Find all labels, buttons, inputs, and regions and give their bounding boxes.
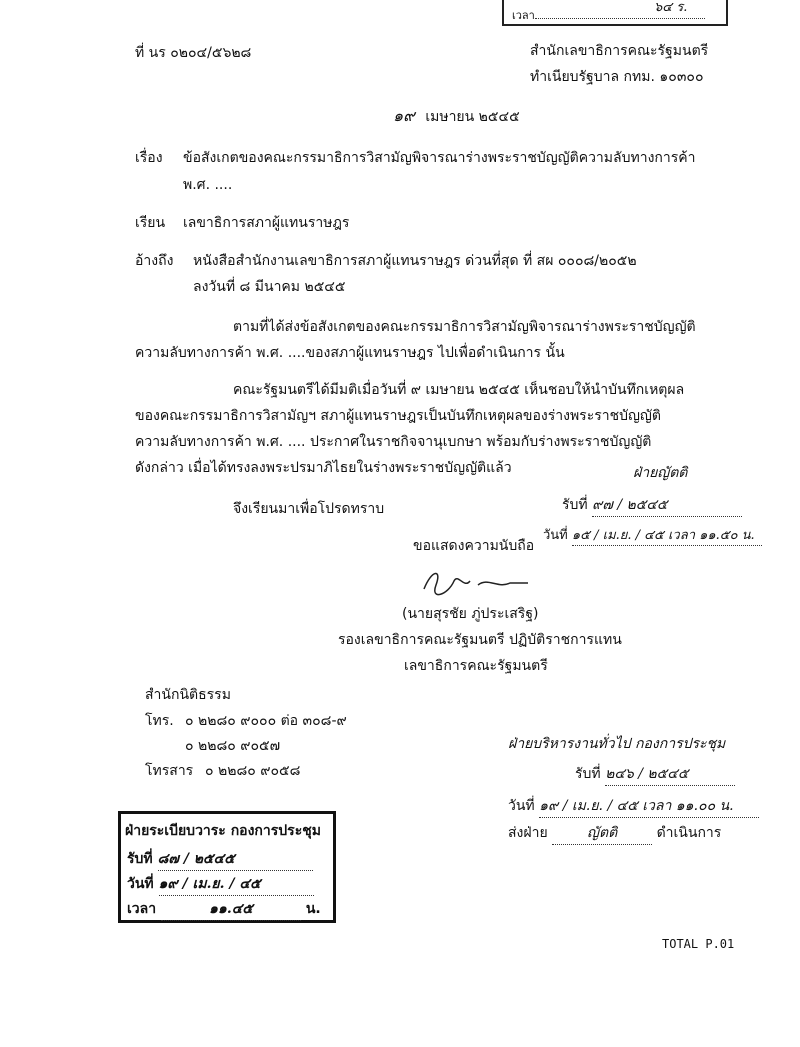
regards: ขอแสดงความนับถือ <box>413 538 535 554</box>
meeting-stamp-received: รับที่ ๒๔๖ / ๒๕๔๕ <box>575 763 735 786</box>
reg-stamp-title: ฝ่ายระเบียบวาระ กองการประชุม <box>125 823 321 839</box>
agenda-registration-stamp <box>118 811 336 923</box>
contact-dept: สำนักนิติธรรม <box>145 687 231 703</box>
reference-line-1: หนังสือสำนักงานเลขาธิการสภาผู้แทนราษฎร ด่วนที่สุด ที่ สผ ๐๐๐๘/๒๐๕๒ <box>193 253 637 269</box>
top-received-stamp <box>502 0 728 26</box>
letter-date <box>393 104 520 129</box>
signer-title-2: เลขาธิการคณะรัฐมนตรี <box>404 658 548 674</box>
legal-stamp-title: ฝ่ายญัตติ <box>633 465 688 481</box>
to-text: เลขาธิการสภาผู้แทนราษฎร <box>183 215 350 231</box>
sender-address: ทำเนียบรัฐบาล กทม. ๑๐๓๐๐ <box>530 69 704 85</box>
reference-label: อ้างถึง <box>135 253 174 269</box>
reference-line-2: ลงวันที่ ๘ มีนาคม ๒๕๔๕ <box>193 279 346 295</box>
letter-date-day: ๑๙ <box>393 106 415 125</box>
signature <box>418 565 452 587</box>
para1-line-1: ตามที่ได้ส่งข้อสังเกตของคณะกรรมาธิการวิสามัญพิจารณาร่างพระราชบัญญัติ <box>233 319 696 335</box>
para2-line-1: คณะรัฐมนตรีได้มีมติเมื่อวันที่ ๙ เมษายน ๒๕๔๕ เห็นชอบให้นำบันทึกเหตุผล <box>233 382 685 398</box>
to-label: เรียน <box>135 215 166 231</box>
para2-line-2: ของคณะกรรมาธิการวิสามัญฯ สภาผู้แทนราษฎรเป็นบันทึกเหตุผลของร่างพระราชบัญญัติ <box>135 408 661 424</box>
subject-line-1: ข้อสังเกตของคณะกรรมาธิการวิสามัญพิจารณาร่างพระราชบัญญัติความลับทางการค้า <box>183 150 696 166</box>
legal-stamp-date: วันที่ ๑๕ / เม.ย. / ๔๕ เวลา ๑๑.๕๐ น. <box>543 524 762 546</box>
para1-line-2: ความลับทางการค้า พ.ศ. ....ของสภาผู้แทนราษฎร ไปเพื่อดำเนินการ นั้น <box>135 345 565 361</box>
letter-date-rest: เมษายน ๒๕๔๕ <box>425 109 520 125</box>
para2-line-4: ดังกล่าว เมื่อได้ทรงลงพระปรมาภิไธยในร่างพระราชบัญญัติแล้ว <box>135 460 512 476</box>
meeting-stamp-send: ส่งฝ่าย ญัตติ ดำเนินการ <box>508 822 721 845</box>
subject-label: เรื่อง <box>135 150 163 166</box>
para2-line-3: ความลับทางการค้า พ.ศ. .... ประกาศในราชกิจจานุเบกษา พร้อมกับร่างพระราชบัญญัติ <box>135 434 652 450</box>
top-stamp-label: เวลา <box>512 6 705 24</box>
reg-stamp-time: เวลา ๑๑.๔๕ น. <box>127 898 321 921</box>
contact-fax: ๐ ๒๒๘๐ ๙๐๕๘ <box>205 763 301 779</box>
contact-tel-1: ๐ ๒๒๘๐ ๙๐๐๐ ต่อ ๓๐๘-๙ <box>185 713 347 729</box>
signer-title-1: รองเลขาธิการคณะรัฐมนตรี ปฏิบัติราชการแทน <box>338 632 622 648</box>
signer-name: (นายสุรชัย ภู่ประเสริฐ) <box>402 606 539 622</box>
meeting-stamp-title: ฝ่ายบริหารงานทั่วไป กองการประชุม <box>508 736 726 752</box>
contact-tel-label: โทร. <box>145 713 174 729</box>
meeting-stamp-date: วันที่ ๑๙ / เม.ย. / ๔๕ เวลา ๑๑.๐๐ น. <box>508 795 759 818</box>
legal-stamp-received: รับที่ ๙๗ / ๒๕๔๕ <box>562 494 742 517</box>
reg-stamp-date: วันที่ ๑๙ / เม.ย. / ๔๕ <box>127 873 314 896</box>
top-stamp-value: ๖๔ ร. <box>654 0 688 15</box>
closing-inform: จึงเรียนมาเพื่อโปรดทราบ <box>233 501 385 517</box>
contact-fax-label: โทรสาร <box>145 763 194 779</box>
sender-office: สำนักเลขาธิการคณะรัฐมนตรี <box>530 43 709 59</box>
reference-number: ที่ นร ๐๒๐๔/๕๖๒๘ <box>135 45 252 61</box>
contact-tel-2: ๐ ๒๒๘๐ ๙๐๕๗ <box>185 738 281 754</box>
subject-line-2: พ.ศ. .... <box>183 177 233 193</box>
fax-total-pages: TOTAL P.01 <box>662 937 735 951</box>
reg-stamp-received: รับที่ ๘๗ / ๒๕๔๕ <box>127 848 313 871</box>
